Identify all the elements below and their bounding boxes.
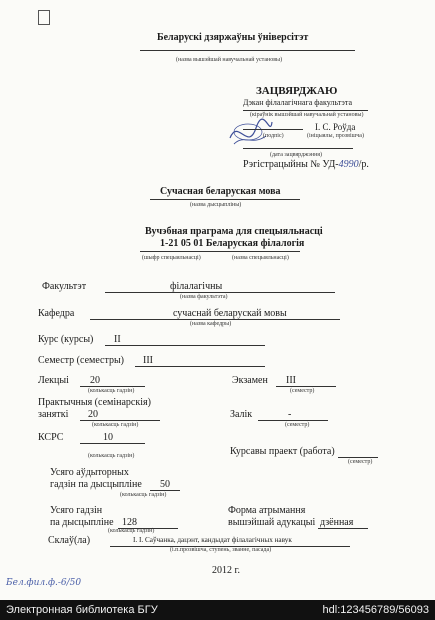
total-caption: (колькасць гадзін): [108, 528, 155, 534]
discipline-name: Сучасная беларуская мова: [160, 186, 281, 197]
author-label: Склаў(ла): [48, 535, 91, 546]
footer-handle[interactable]: hdl:123456789/56093: [322, 604, 429, 616]
total-label: Усяго гадзін: [50, 505, 103, 516]
course-value: II: [114, 334, 121, 345]
project-caption: (семестр): [348, 459, 373, 465]
underline: [135, 366, 265, 367]
registration-label: Рэгістрацыйны № УД-: [243, 159, 339, 170]
author-value: І. І. Саўчанка, дацэнт, кандыдат філалагічных навук: [133, 536, 292, 544]
program-specialty: 1-21 05 01 Беларуская філалогія: [160, 238, 305, 249]
ksrs-value: 10: [103, 432, 113, 443]
registration-suffix: /р.: [358, 159, 369, 170]
footer-library[interactable]: Электронная библиотека БГУ: [6, 604, 158, 616]
lectures-label: Лекцыі: [38, 375, 69, 386]
underline: [150, 490, 180, 491]
underline: [338, 457, 378, 458]
university-name: Беларускі дзяржаўны ўніверсітэт: [157, 32, 309, 43]
underline: [140, 251, 300, 252]
classroom-label: Усяго аўдыторных: [50, 467, 129, 478]
exam-caption: (семестр): [290, 388, 315, 394]
semester-value: III: [143, 355, 153, 366]
specialty-code-caption: (шыфр спецыяльнасці): [142, 255, 201, 261]
exam-value: III: [286, 375, 296, 386]
specialty-name-caption: (назва спецыяльнасці): [232, 255, 289, 261]
practice-caption: (колькасць гадзін): [92, 422, 139, 428]
date-line: [243, 148, 353, 149]
dean-line: Дэкан філалагічнага факультэта: [243, 98, 353, 107]
underline: [105, 292, 335, 293]
course-label: Курс (курсы): [38, 334, 94, 345]
underline: [80, 443, 145, 444]
year: 2012 г.: [212, 565, 240, 576]
underline: [276, 386, 336, 387]
underline: [140, 50, 355, 51]
dean-caption: (кіраўнік вышэйшай навучальнай установы): [250, 112, 364, 118]
credit-label: Залік: [230, 409, 253, 420]
underline: [150, 199, 300, 200]
practice-label: Практычныя (семінарскія): [38, 397, 151, 408]
form-label: Форма атрымання: [228, 505, 306, 516]
underline: [90, 319, 340, 320]
department-label: Кафедра: [38, 308, 75, 319]
author-caption: (і.п.прозвішча, ступень, званне, пасада): [170, 547, 272, 553]
form-value: дзённая: [320, 517, 354, 528]
project-label: Курсавы праект (работа): [230, 446, 335, 457]
department-caption: (назва кафедры): [190, 321, 232, 327]
form-label-2: вышэйшай адукацыі: [228, 517, 316, 528]
ksrs-caption: (колькасць гадзін): [88, 453, 135, 459]
discipline-caption: (назва дысцыпліны): [190, 202, 242, 208]
registration-line: [243, 160, 369, 170]
total-value: 128: [122, 517, 137, 528]
underline: [318, 528, 368, 529]
decoding-caption: (ініцыялы, прозвішча): [307, 133, 364, 139]
classroom-label-2: гадзін па дысцыпліне: [50, 479, 142, 490]
university-caption: (назва вышэйшай навучальнай установы): [176, 57, 283, 63]
program-title: Вучэбная праграма для спецыяльнасці: [145, 226, 323, 237]
signature-line: [243, 129, 303, 130]
lectures-caption: (колькасць гадзін): [88, 388, 135, 394]
underline: [80, 386, 145, 387]
total-label-2: па дысцыпліне: [50, 517, 114, 528]
date-caption: (дата зацвярджэння): [270, 152, 323, 158]
underline: [80, 420, 160, 421]
credit-value: -: [288, 409, 292, 420]
faculty-caption: (назва факультэта): [180, 294, 228, 300]
underline: [258, 420, 328, 421]
ksrs-label: КСРС: [38, 432, 64, 443]
underline: [105, 345, 265, 346]
registration-number: 4990: [338, 159, 359, 170]
department-value: сучаснай беларускай мовы: [173, 308, 287, 319]
approval-title: ЗАЦВЯРДЖАЮ: [256, 85, 338, 97]
practice-label-2: заняткі: [38, 409, 69, 420]
classroom-caption: (колькасць гадзін): [120, 492, 167, 498]
credit-caption: (семестр): [285, 422, 310, 428]
handwritten-note: Бел.фил.ф.-6/50: [6, 578, 82, 588]
classroom-value: 50: [160, 479, 170, 490]
footer-bar: [0, 600, 435, 620]
faculty-label: Факультэт: [42, 281, 87, 292]
practice-value: 20: [88, 409, 98, 420]
semester-label: Семестр (семестры): [38, 355, 125, 366]
exam-label: Экзамен: [232, 375, 268, 386]
corner-mark: [38, 10, 50, 25]
signature-caption: (подпіс): [263, 133, 284, 139]
faculty-value: філалагічны: [170, 281, 223, 292]
lectures-value: 20: [90, 375, 100, 386]
signer-name: І. С. Роўда: [315, 122, 356, 132]
